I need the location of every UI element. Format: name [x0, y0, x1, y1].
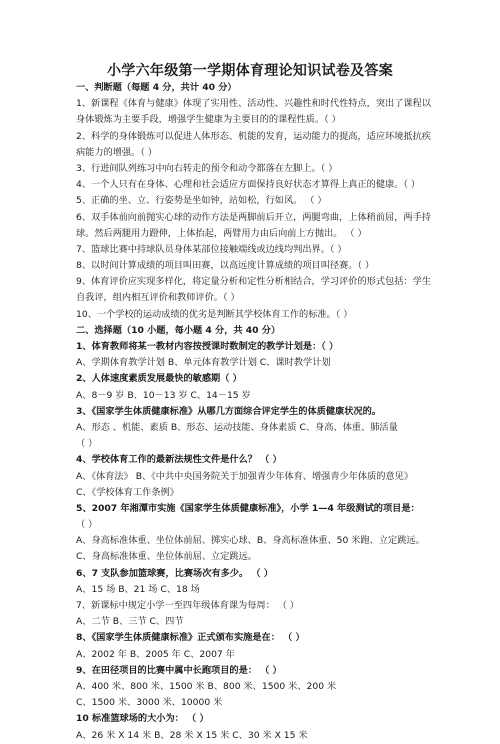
section2-questions [76, 339, 428, 744]
answer-options: A、15 场 B、21 场 C、18 场 [76, 583, 200, 595]
answer-options: A、二节 B、三节 C、四节 [76, 616, 184, 628]
section1-line: 自我评，组内相互评价和教师评价。（ ） [76, 292, 240, 304]
question-stem: 10 标准篮球场的大小为： （ ） [76, 713, 209, 725]
section1-heading: 一、判断题（每题 4 分，共计 40 分） [76, 82, 237, 93]
answer-options: A、身高标准体重、坐位体前屈、掷实心球、B、身高标准体重、50 米跑、立定跳远。 [76, 535, 425, 547]
question-stem: 2、人体速度素质发展最快的敏感期（ ） [76, 373, 242, 385]
answer-options: 7、新课标中规定小学一至四年级体育课为每周： （ ） [76, 600, 299, 611]
section1-line: 2、科学的身体锻炼可以促进人体形态、机能的发育，运动能力的提高，适应环境抵抗疾 [76, 130, 431, 142]
answer-options: （ ） [76, 438, 98, 450]
answer-options: C、1500 米、3000 米、10000 米 [76, 697, 223, 709]
question-stem: 9、在田径项目的比赛中属中长跑项目的是： （ ） [76, 664, 282, 676]
section1-line: 9、体育评价应实现多样化，将定量分析和定性分析相结合，学习评价的形式包括：学生 [76, 276, 431, 288]
section1-line: 7、篮球比赛中持球队员身体某部位接触端线或边线均判出界。（ ） [76, 243, 347, 255]
answer-options: A、2002 年 B、2005 年 C、2007 年 [76, 648, 235, 660]
document-title: 小学六年级第一学期体育理论知识试卷及答案 [107, 63, 393, 79]
question-stem: 8、《国家学生体质健康标准》正式颁布实施是在： （ ） [76, 632, 305, 644]
answer-options: A、学期体育教学计划 B、单元体育教学计划 C、课时教学计划 [76, 357, 331, 369]
answer-options: A、26 米 X 14 米 B、28 米 X 15 米 C、30 米 X 15 米 [76, 729, 308, 741]
section1-questions [76, 96, 431, 323]
section1-line: 病能力的增强。（ ） [76, 146, 158, 158]
answer-options: C、《学校体育工作条例》 [76, 486, 179, 498]
question-stem: 4、学校体育工作的最新法规性文件是什么？ （ ） [76, 454, 282, 466]
section1-line: 8、以时间计算成绩的项目叫田赛，以高远度计算成绩的项目叫径赛。（ ） [76, 260, 375, 272]
question-stem: 5、2007 年湘潭市实施《国家学生体质健康标准》，小学 1—4 年级测试的项目是： [76, 502, 420, 514]
question-stem: 1、体育教师将某一教材内容按授课时数制定的教学计划是：（ ） [76, 341, 339, 352]
section1-line: 3、行进间队列练习中向右转走的预令和动令都落在左脚上。（ ） [76, 162, 338, 174]
exam-content [76, 80, 431, 744]
section1-line: 4、一个人只有在身体、心理和社会适应方面保持良好状态才算得上真正的健康。（ ） [76, 179, 421, 191]
section2-heading: 二、选择题（10 小题，每小题 4 分，共 40 分） [76, 324, 281, 336]
section1-line: 身体锻炼为主要手段，增强学生健康为主要目的的课程性质。（ ） [76, 114, 341, 126]
answer-options: A、8－9 岁 B、10－13 岁 C、14－15 岁 [76, 389, 251, 401]
answer-options: A、《体育法》 B、《中共中央国务院关于加强青少年体育、增强青少年体质的意见》 [76, 470, 414, 482]
section1-line: 6、双手体前向前抛实心球的动作方法是两脚前后开立，两腿弯曲，上体稍前屈，两手持 [76, 211, 431, 223]
question-stem: 6、7 支队参加篮球赛，比赛场次有多少。 （ ） [76, 567, 273, 579]
section1-line: 10、一个学校的运动成绩的优劣是判断其学校体育工作的标准。（ ） [76, 308, 353, 320]
section1-line: 球。然后两腿用力蹬伸，上体抬起，两臂用力由后向前上方抛出。 （ ） [76, 227, 367, 239]
answer-options: C、身高标准体重、坐位体前屈、立定跳远。 [76, 551, 257, 563]
question-stem: 3、《国家学生体质健康标准》从哪几方面综合评定学生的体质健康状况的。 [76, 405, 381, 417]
section1-line: 1、新课程《体育与健康》体现了实用性、活动性、兴趣性和时代性特点，突出了课程以 [76, 98, 431, 110]
answer-options: A、形态 、机能、素质 B、形态、运动技能、身体素质 C、身高、体重、肺活量 [76, 421, 398, 433]
answer-options: A、400 米、800 米、1500 米 B、800 米、1500 米、200 米 [76, 680, 337, 692]
answer-options: （ ） [76, 519, 98, 531]
section1-line: 5、正确的坐、立、行姿势是坐如钟，站如松，行如风。 （ ） [76, 195, 327, 207]
